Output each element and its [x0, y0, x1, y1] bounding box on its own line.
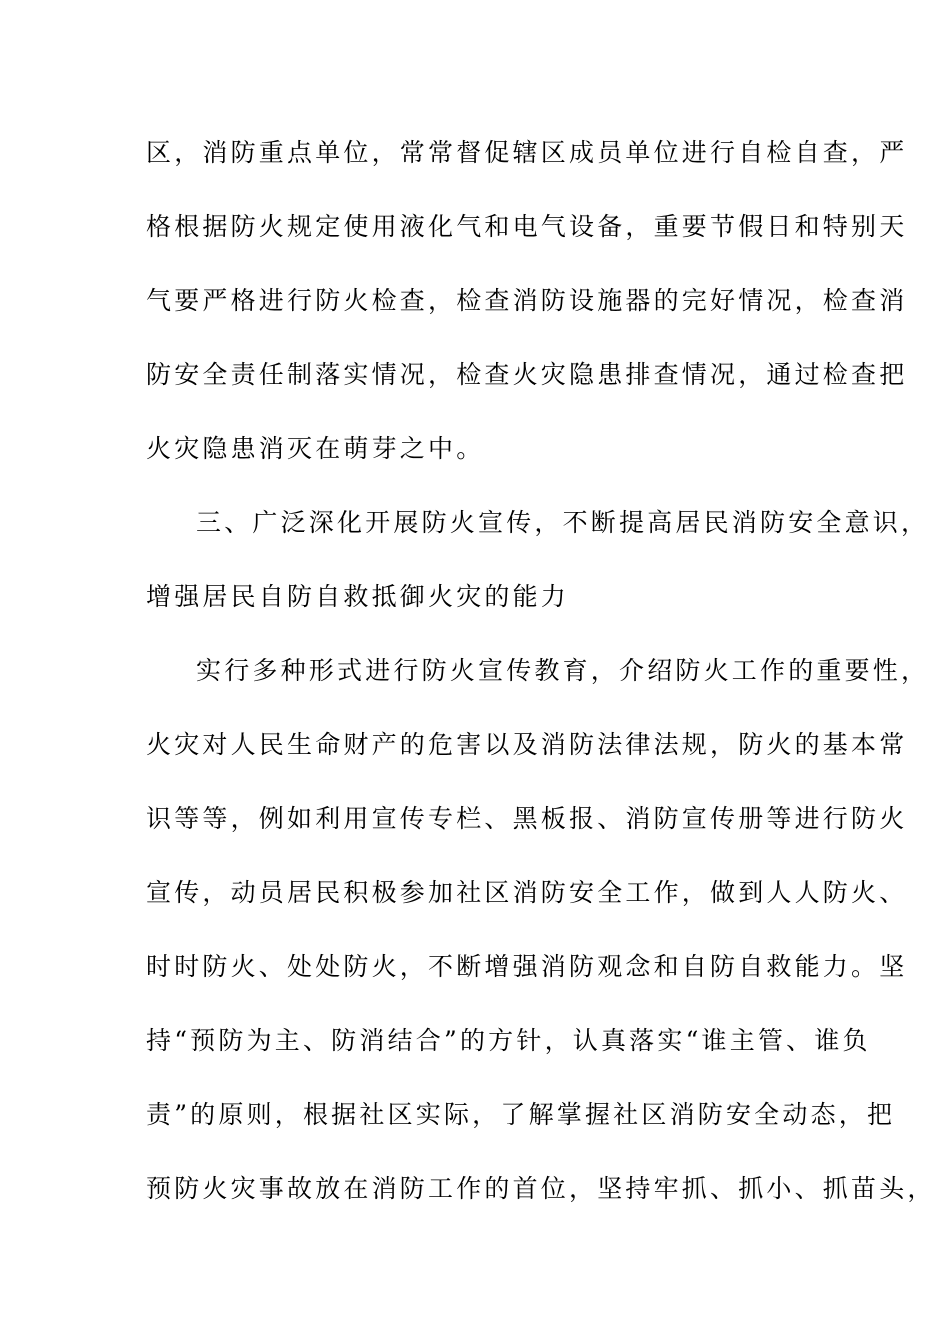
body-text-line: 预防火灾事故放在消防工作的首位，坚持牢抓、抓小、抓苗头，	[146, 1174, 936, 1203]
section-heading-continued: 增强居民自防自救抵御火灾的能力	[146, 582, 570, 611]
body-text-line: 格根据防火规定使用液化气和电气设备，重要节假日和特别天	[146, 212, 908, 241]
body-text-line: 识等等，例如利用宣传专栏、黑板报、消防宣传册等进行防火	[146, 804, 908, 833]
body-text-line: 火灾对人民生命财产的危害以及消防法律法规，防火的基本常	[146, 730, 908, 759]
body-text-line: 责”的原则，根据社区实际，了解掌握社区消防安全动态，把	[146, 1100, 896, 1129]
body-text-line: 时时防火、处处防火，不断增强消防观念和自防自救能力。坚	[146, 952, 908, 981]
body-text-line: 宣传，动员居民积极参加社区消防安全工作，做到人人防火、	[146, 878, 908, 907]
body-text-line: 防安全责任制落实情况，检查火灾隐患排查情况，通过检查把	[146, 360, 908, 389]
body-text-line: 气要严格进行防火检查，检查消防设施器的完好情况，检查消	[146, 286, 908, 315]
body-text-line: 持“预防为主、防消结合”的方针，认真落实“谁主管、谁负	[146, 1026, 871, 1055]
body-text-line: 区，消防重点单位，常常督促辖区成员单位进行自检自查，严	[146, 138, 908, 167]
section-heading: 三、广泛深化开展防火宣传，不断提高居民消防安全意识，	[196, 508, 930, 537]
paragraph-first-line: 实行多种形式进行防火宣传教育，介绍防火工作的重要性，	[196, 656, 930, 685]
body-text-line: 火灾隐患消灭在萌芽之中。	[146, 434, 485, 463]
